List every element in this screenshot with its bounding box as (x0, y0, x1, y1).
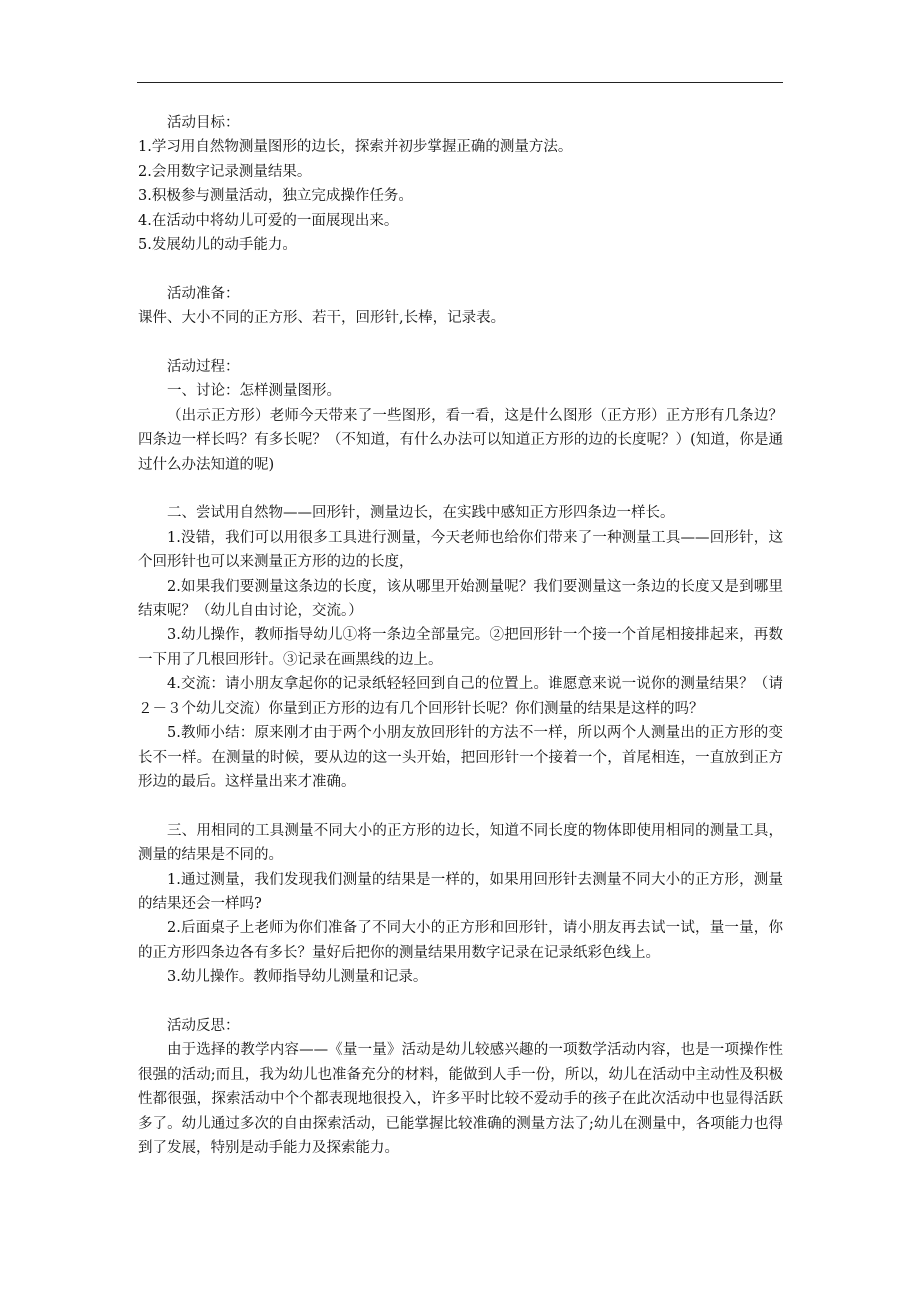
document-body (138, 111, 783, 1160)
reflection-text: 由于选择的教学内容——《量一量》活动是幼儿较感兴趣的一项数学活动内容，也是一项操作性很强的活动;而且，我为幼儿也准备充分的材料，能做到人手一份，所以，幼儿在活动中主动性及积极性都很强，探索活动中个个都表现地很投入，许多平时比较不爱动手的孩子在此次活动中也显得活跃多了。幼儿通过多次的自由探索活动，已能掌握比较准确的测量方法了;幼儿在测量中，各项能力也得到了发展，特别是动手能力及探索能力。 (138, 1042, 783, 1156)
process-part2-item: 5.教师小结：原来刚才由于两个小朋友放回形针的方法不一样，所以两个人测量出的正方形的变长不一样。在测量的时候，要从边的这一头开始，把回形针一个接着一个，首尾相连，一直放到正方形边的最后。这样量出来才准确。 (138, 725, 783, 790)
process-part1-text: （出示正方形）老师今天带来了一些图形，看一看，这是什么图形（正方形）正方形有几条边？四条边一样长吗？有多长呢？（不知道，有什么办法可以知道正方形的边的长度呢？）(知道，你是通过什么办法知道的呢) (138, 407, 783, 473)
process-part3-item: 3.幼儿操作。教师指导幼儿测量和记录。 (167, 969, 428, 986)
process-part2-title: 二、尝试用自然物——回形针，测量边长，在实践中感知正方形四条边一样长。 (167, 505, 675, 522)
preparation-heading: 活动准备： (167, 285, 240, 302)
process-part1-title: 一、讨论：怎样测量图形。 (167, 383, 341, 400)
spacer (138, 794, 783, 818)
process-part3-item: 1.通过测量，我们发现我们测量的结果是一样的，如果用回形针去测量不同大小的正方形，测量的结果还会一样吗? (138, 871, 783, 912)
process-part2-item: 4.交流：请小朋友拿起你的记录纸轻轻回到自己的位置上。谁愿意来说一说你的测量结果？（请２－３个幼儿交流）你量到正方形的边有几个回形针长呢？你们测量的结果是这样的吗？ (138, 676, 783, 717)
process-part2-item: 3.幼儿操作，教师指导幼儿①将一条边全部量完。②把回形针一个接一个首尾相接排起来，再数一下用了几根回形针。③记录在画黑线的边上。 (138, 627, 783, 668)
header-rule (137, 82, 783, 83)
process-part2-item: 1.没错，我们可以用很多工具进行测量，今天老师也给你们带来了一种测量工具——回形针，这个回形针也可以来测量正方形的边的长度， (138, 529, 783, 571)
objectives-heading: 活动目标： (167, 115, 240, 131)
spacer (138, 477, 783, 501)
objective-item: 2.会用数字记录测量结果。 (138, 163, 312, 180)
spacer (138, 257, 783, 281)
objective-item: 1.学习用自然物测量图形的边长，探索并初步掌握正确的测量方法。 (138, 139, 573, 156)
preparation-text: 课件、大小不同的正方形、若干，回形针,长棒，记录表。 (138, 310, 506, 327)
objective-item: 3.积极参与测量活动，独立完成操作任务。 (138, 188, 413, 205)
reflection-heading: 活动反思： (167, 1017, 240, 1034)
spacer (138, 990, 783, 1014)
objective-item: 4.在活动中将幼儿可爱的一面展现出来。 (138, 212, 399, 229)
objective-item: 5.发展幼儿的动手能力。 (138, 237, 297, 254)
process-part2-item: 2.如果我们要测量这条边的长度，该从哪里开始测量呢？我们要测量这一条边的长度又是到哪里结束呢？（幼儿自由讨论，交流。） (138, 578, 783, 620)
process-heading: 活动过程： (167, 359, 240, 376)
process-part3-title: 三、用相同的工具测量不同大小的正方形的边长，知道不同长度的物体即使用相同的测量工具，测量的结果是不同的。 (138, 822, 783, 864)
process-part3-item: 2.后面桌子上老师为你们准备了不同大小的正方形和回形针，请小朋友再去试一试，量一量，你的正方形四条边各有多长？量好后把你的测量结果用数字记录在记录纸彩色线上。 (138, 920, 783, 961)
spacer (138, 331, 783, 355)
